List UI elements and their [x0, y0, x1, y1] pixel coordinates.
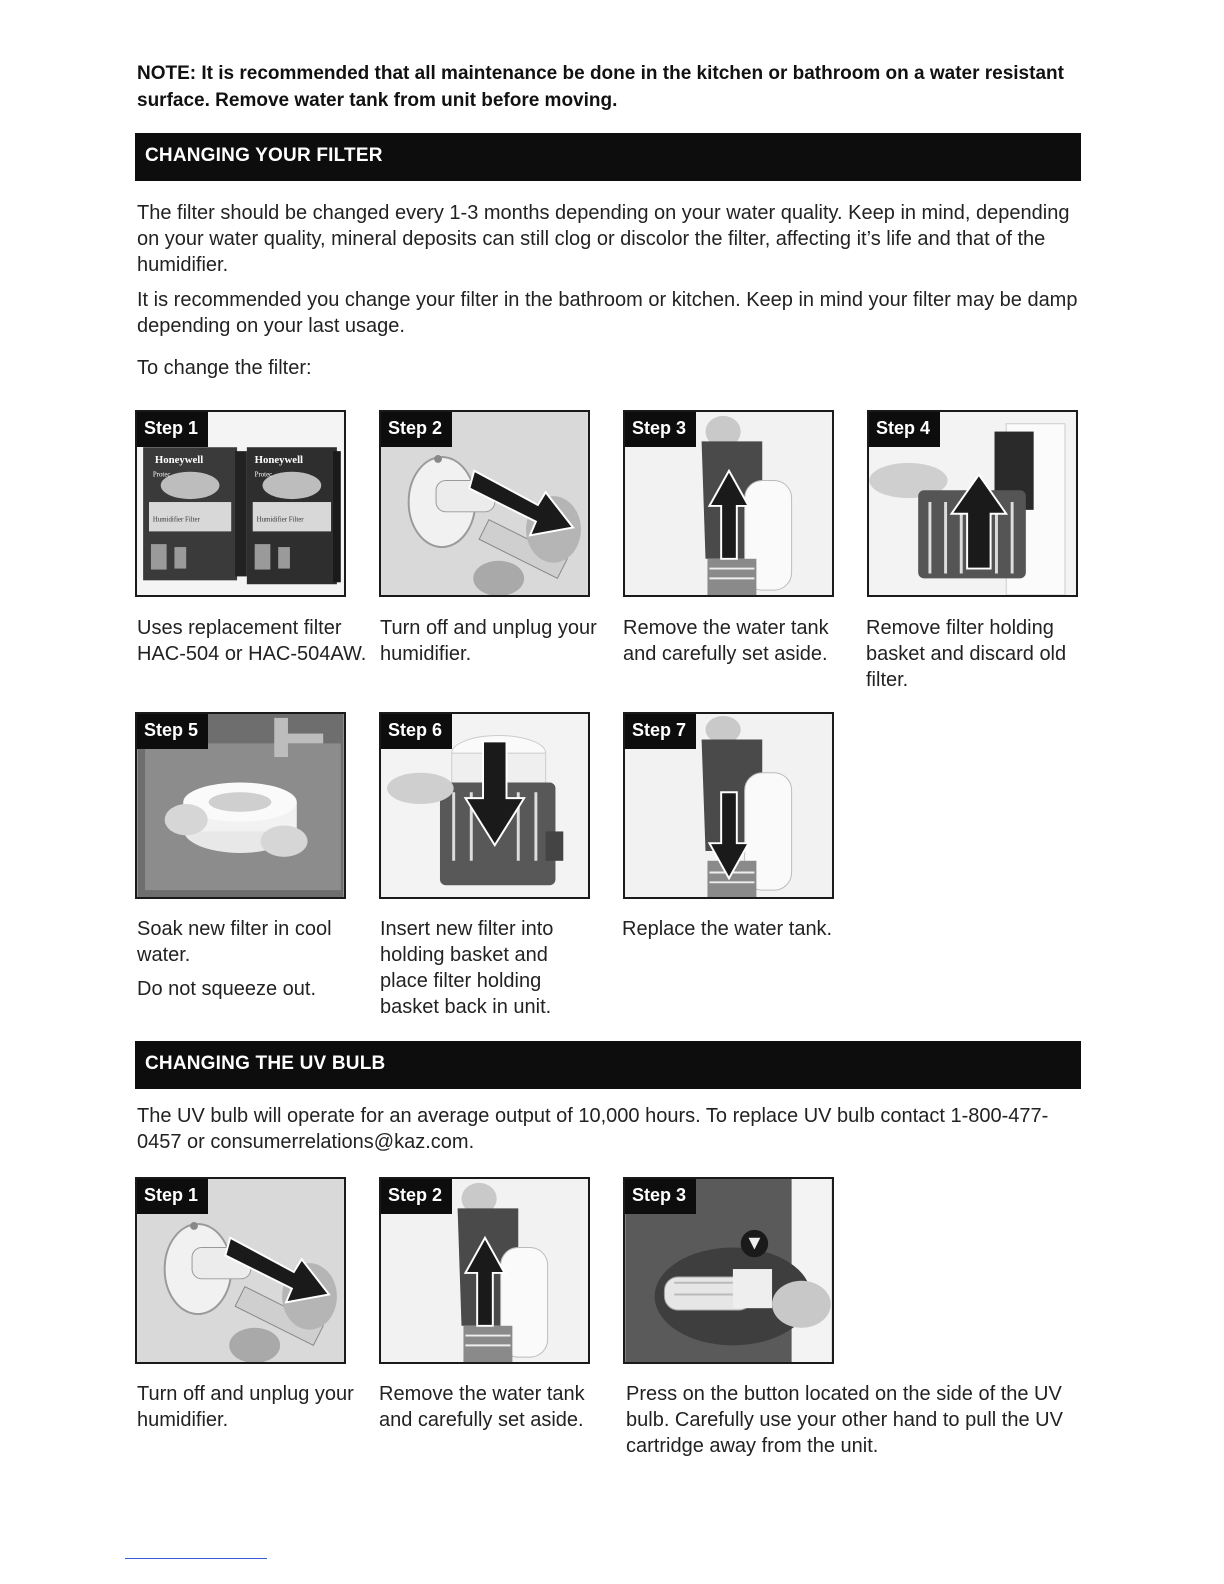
filter-location-paragraph: It is recommended you change your filter in the bathroom or kitchen. Keep in mind your filter may be damp depending on your last usage.	[137, 289, 1078, 337]
filter-step-5-image	[135, 712, 346, 899]
filter-step-5-caption: Soak new filter in cool water. Do not squeeze out.	[137, 918, 332, 1000]
filter-step-3-caption: Remove the water tank and carefully set aside.	[623, 617, 829, 665]
filter-step-1-caption: Uses replacement filter HAC-504 or HAC-504AW.	[137, 617, 367, 665]
filter-intro-paragraph: The filter should be changed every 1-3 months depending on your water quality. Keep in mind, depending on your water quality, mineral deposits can still clog or discolor the filter, affecting it’s life and that of the humidifier.	[137, 202, 1070, 276]
filter-step-1-image	[135, 410, 346, 597]
filter-step-1-label: Step 1	[137, 412, 208, 447]
filter-step-2-label: Step 2	[381, 412, 452, 447]
filter-step-2-image	[379, 410, 590, 597]
filter-step-5-label: Step 5	[137, 714, 208, 749]
filter-step-7-caption: Replace the water tank.	[622, 918, 833, 940]
filter-step-7-image	[623, 712, 834, 899]
filter-step-6-image	[379, 712, 590, 899]
box-product-left: Humidifier Filter	[152, 516, 200, 524]
filter-section-header	[135, 133, 1081, 181]
filter-step-2-caption: Turn off and unplug your humidifier.	[380, 617, 597, 665]
uv-step-3-label: Step 3	[625, 1179, 696, 1214]
filter-step-3-image	[623, 410, 834, 597]
box-product-right: Humidifier Filter	[256, 516, 304, 524]
maintenance-note: NOTE: It is recommended that all maintenance be done in the kitchen or bathroom on a water resistant surface. Remove water tank from unit before moving.	[137, 63, 1064, 111]
uv-step-3-image	[623, 1177, 834, 1364]
box-line-right: Protec	[254, 471, 273, 479]
filter-step-4-image	[867, 410, 1078, 597]
filter-section-title: CHANGING YOUR FILTER	[145, 145, 383, 166]
box-brand-left: Honeywell	[154, 453, 204, 466]
filter-step-4-label: Step 4	[869, 412, 940, 447]
uv-section-title: CHANGING THE UV BULB	[145, 1053, 386, 1074]
uv-step-1-image	[135, 1177, 346, 1364]
uv-intro-paragraph: The UV bulb will operate for an average output of 10,000 hours. To replace UV bulb contact 1-800-477-0457 or consumerrelations@kaz.com.	[137, 1105, 1049, 1153]
uv-step-2-image	[379, 1177, 590, 1364]
filter-step-4-caption: Remove filter holding basket and discard old filter.	[866, 617, 1067, 691]
filter-step-6-caption: Insert new filter into holding basket and place filter holding basket back in unit.	[380, 918, 554, 1018]
uv-step-1-label: Step 1	[137, 1179, 208, 1214]
uv-step-2-caption: Remove the water tank and carefully set aside.	[379, 1383, 585, 1431]
uv-step-1-caption: Turn off and unplug your humidifier.	[137, 1383, 354, 1431]
filter-step-7-label: Step 7	[625, 714, 696, 749]
filter-step-3-label: Step 3	[625, 412, 696, 447]
uv-step-3-caption: Press on the button located on the side of the UV bulb. Carefully use your other hand to pull the UV cartridge away from the unit.	[626, 1383, 1063, 1457]
box-brand-right: Honeywell	[254, 453, 304, 466]
filter-step-6-label: Step 6	[381, 714, 452, 749]
box-line-left: Protec	[152, 471, 171, 479]
filter-instructions-lead: To change the filter:	[137, 357, 312, 379]
footer-rule	[125, 1558, 267, 1559]
uv-step-2-label: Step 2	[381, 1179, 452, 1214]
uv-section-header	[135, 1041, 1081, 1089]
